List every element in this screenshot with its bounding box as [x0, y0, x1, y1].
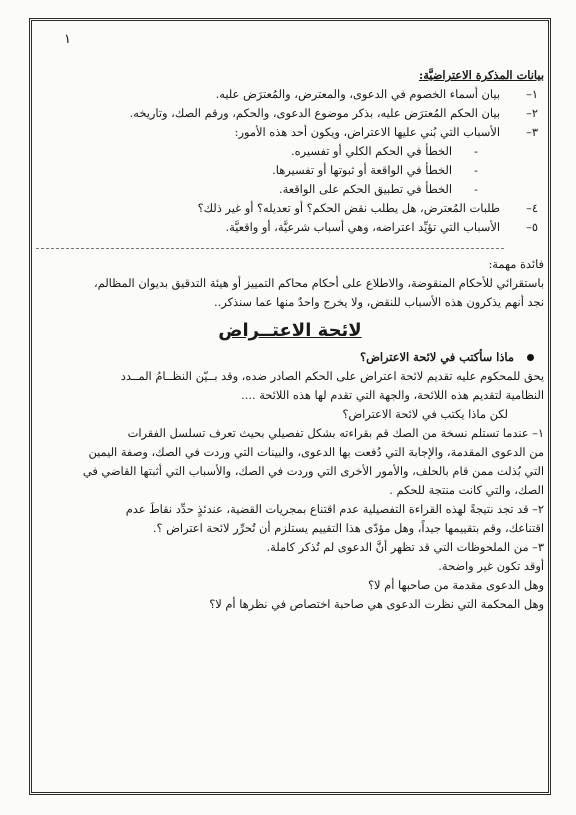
page-content [36, 66, 544, 614]
item-number: ٤– [526, 201, 538, 215]
item-text: بيان الحكم المُعترَض عليه، بذكر موضوع الدعوى، والحكم، ورقم الصك، وتاريخه. [129, 106, 500, 120]
step2-line: اقتناعك، وقم بتقييمها جيداً، وهل مؤدّى هذا التقييم يستلزم أن تُحرِّر لائحة اعتراض ؟. [152, 521, 544, 535]
step2-line: ٢– قد تجد نتيجةً لهذه القراءة التفصيلية عدم اقتناع بمجريات القضية، عندئذٍ حدِّد نقاطَ عدم [125, 502, 544, 516]
sub-item-text: الخطأ في تطبيق الحكم على الواقعة. [278, 182, 452, 196]
memo-section-title: بيانات المذكرة الاعتراضيَّة: [418, 68, 544, 82]
note-title: فائدة مهمة: [488, 257, 544, 271]
step3-line: وهل المحكمة التي نظرت الدعوى هي صاحبة اختصاص في نظرها أم لا؟ [209, 597, 544, 611]
note-line: باستقرائي للأحكام المنقوضة، والاطلاع على أحكام محاكم التمييز أو هيئة التدقيق بديوان المظالم، [93, 276, 544, 290]
step1-line: ١– عندما تستلم نسخة من الصك قم بقراءته بشكل تفصيلي بحيث تعرف تسلسل الفقرات [127, 426, 544, 440]
intro-line: النظامية لتقديم هذه اللائحة، والجهة التي تقدم لها هذه اللائحة .... [241, 388, 544, 402]
item-number: ٢– [526, 106, 538, 120]
memo-sub-item [36, 142, 544, 161]
item-text: بيان أسماء الخصوم في الدعوى، والمعترض، والمُعترَض عليه. [215, 87, 500, 101]
dash-bullet: - [474, 182, 478, 196]
dash-bullet: - [474, 163, 478, 177]
intro-line: يحق للمحكوم عليه تقديم لائحة اعتراض على الحكم الصادر ضده، وقد بــيّن النظــامُ المــدد [120, 369, 544, 383]
memo-sub-item [36, 180, 544, 199]
step1-line: التي بُذلت ممن قام بالحلف، والأمور الأخرى التي وردت في الصك، والأسباب التي أثبتها القاضي في [82, 464, 544, 478]
main-heading: لائحة الاعتــراض [218, 320, 362, 341]
memo-item [36, 85, 544, 104]
item-number: ٥– [526, 220, 538, 234]
sub-item-text: الخطأ في الحكم الكلي أو تفسيره. [291, 144, 452, 158]
memo-item [36, 199, 544, 218]
step1-line: الصك، والتي كانت منتجة للحكم . [389, 483, 544, 497]
question-heading [36, 348, 544, 367]
memo-item [36, 104, 544, 123]
item-number: ٣– [526, 125, 538, 139]
item-text: الأسباب التي تؤيِّد اعتراضه، وهي أسباب شرعيَّة، أو واقعيَّة. [225, 220, 500, 234]
item-text: الأسباب التي بُني عليها الاعتراض، ويكون أحد هذه الأمور: [234, 125, 500, 139]
item-number: ١– [526, 87, 538, 101]
step1-line: من الدعوى المقدمة، والإجابة التي دُفعت بها الدعوى، والبينات التي وردت في الصك، وصفة اليمين [88, 445, 544, 459]
step3-line: وهل الدعوى مقدمة من صاحبها أم لا؟ [368, 578, 544, 592]
bullet-dot-icon [527, 354, 534, 361]
sub-item-text: الخطأ في الواقعة أو ثبوتها أو تفسيرها. [272, 163, 452, 177]
intro-line: لكن ماذا يكتب في لائحة الاعتراض؟ [342, 407, 508, 421]
item-text: طلبات المُعترض، هل يطلب نقض الحكم؟ أو تعديله؟ أو غير ذلك؟ [197, 201, 500, 215]
step3-line: أوقد تكون غير واضحة. [438, 559, 544, 573]
dashed-divider [36, 248, 504, 249]
memo-item [36, 218, 544, 237]
note-line: نجد أنهم يذكرون هذه الأسباب للنقض، ولا يخرج واحدٌ منها عما سنذكر.. [214, 295, 544, 309]
question-text: ماذا سأكتب في لائحة الاعتراض؟ [360, 350, 514, 364]
step3-line: ٣– من الملحوظات التي قد تظهر أنَّ الدعوى لم تُذكر كاملة. [266, 540, 544, 554]
memo-sub-item [36, 161, 544, 180]
memo-item [36, 123, 544, 142]
page-number: ١ [64, 32, 71, 47]
dash-bullet: - [474, 144, 478, 158]
